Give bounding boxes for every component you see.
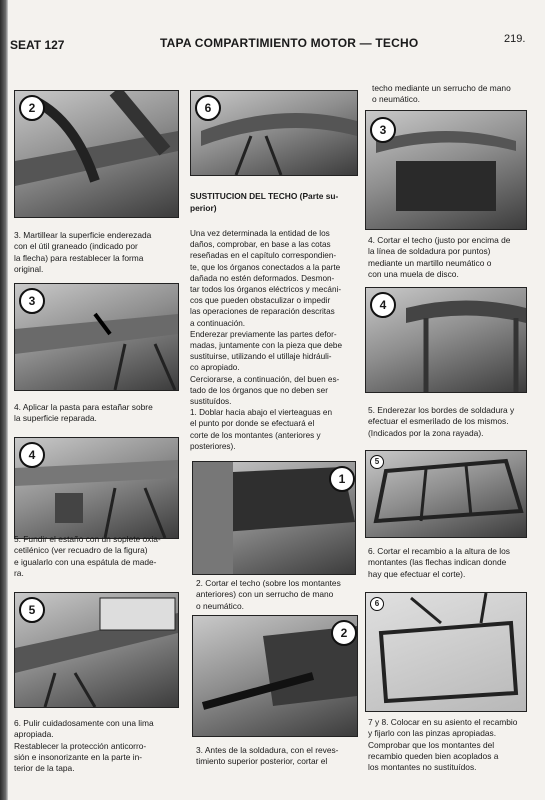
figure-number-badge: 3	[370, 117, 396, 143]
section-body: Una vez determinada la entidad de los daños, comprobar, en base a las cotas reseñadas en el capítulo correspondien- te, que los órganos conectados a la parte dañada no estén deformados. Desmon- tar todos los órganos eléctricos y mecáni- cos que pueden obstaculizar o impedir las operaciones de reparación descritas a continuación. Enderezar previamente las partes defor- madas, juntamente con la pieza que debe sustituirse, utilizando el utillaje hidráuli- co apropiado. Cerciorarse, a continuación, del buen es- tado de los órganos que no deben ser sustituídos. 1. Doblar hacia abajo el vierteaguas en el punto por donde se efectuará el corte de los montantes (anteriores y posteriores).	[190, 229, 343, 451]
figure-number-badge: 5	[370, 455, 384, 469]
photo-applying-paste	[14, 283, 179, 391]
figure-number-badge: 1	[329, 466, 355, 492]
photo-roof-weld-cut	[365, 110, 527, 230]
photo-filing-surface	[14, 592, 179, 708]
section-title: SUSTITUCION DEL TECHO (Parte su- perior)	[190, 191, 339, 213]
figure-number-badge: 2	[331, 620, 357, 646]
caption-step-3: 3. Martillear la superficie enderezada con el útil graneado (indicado por la flecha) para restablecer la forma original.	[14, 230, 152, 274]
figure-number-badge: 4	[370, 292, 396, 318]
photo-hammering-panel	[14, 90, 179, 218]
caption-step-7-8: 7 y 8. Colocar en su asiento el recambio y fijarlo con las pinzas apropiadas. Comprobar que los montantes del recambio queden bien acoplados a los montantes no sustituídos.	[368, 717, 518, 773]
figure-number-badge: 4	[19, 442, 45, 468]
caption-step-5: 5. Fundir el estaño con un soplete oxia- cetilénico (ver recuadro de la figura) e igualarlo con una espátula de made- ra.	[14, 534, 161, 578]
caption-step-4: 4. Aplicar la pasta para estañar sobre la superficie reparada.	[14, 402, 153, 424]
caption-step-5-right: 5. Enderezar los bordes de soldadura y efectuar el esmerilado de los mismos. (Indicados por la zona rayada).	[368, 405, 515, 438]
photo-roof-frame	[365, 450, 527, 538]
book-binding-shadow	[0, 0, 8, 800]
figure-number-badge: 6	[195, 95, 221, 121]
caption-step-3-mid: 3. Antes de la soldadura, con el reves- timiento superior posterior, cortar el	[196, 745, 339, 767]
photo-cutting-rear-lining	[192, 615, 358, 737]
photo-roof-cutting-stand	[190, 90, 358, 176]
caption-step-2: 2. Cortar el techo (sobre los montantes anteriores) con un serrucho de mano o neumático.	[196, 578, 341, 611]
photo-grinding-edges	[365, 287, 527, 393]
figure-number-badge: 5	[19, 597, 45, 623]
header-title: TAPA COMPARTIMIENTO MOTOR — TECHO	[160, 36, 419, 50]
figure-number-badge: 6	[370, 597, 384, 611]
header-model: SEAT 127	[10, 38, 65, 52]
caption-step-6: 6. Pulir cuidadosamente con una lima apropiada. Restablecer la protección anticorro- sión e insonorizante en la parte in- terior de la tapa.	[14, 718, 154, 774]
page-number: 219.	[504, 33, 526, 45]
photo-cutting-front-pillars	[192, 461, 356, 575]
figure-number-badge: 2	[19, 95, 45, 121]
figure-number-badge: 3	[19, 288, 45, 314]
continued-text: techo mediante un serrucho de mano o neumático.	[372, 83, 511, 105]
caption-step-4-right: 4. Cortar el techo (justo por encima de la línea de soldadura por puntos) mediante un martillo neumático o con una muela de disco.	[368, 235, 511, 279]
photo-roof-replacement	[365, 592, 527, 712]
caption-step-6-right: 6. Cortar el recambio a la altura de los montantes (las flechas indican donde hay que efectuar el corte).	[368, 546, 510, 579]
photo-melting-tin	[14, 437, 179, 539]
